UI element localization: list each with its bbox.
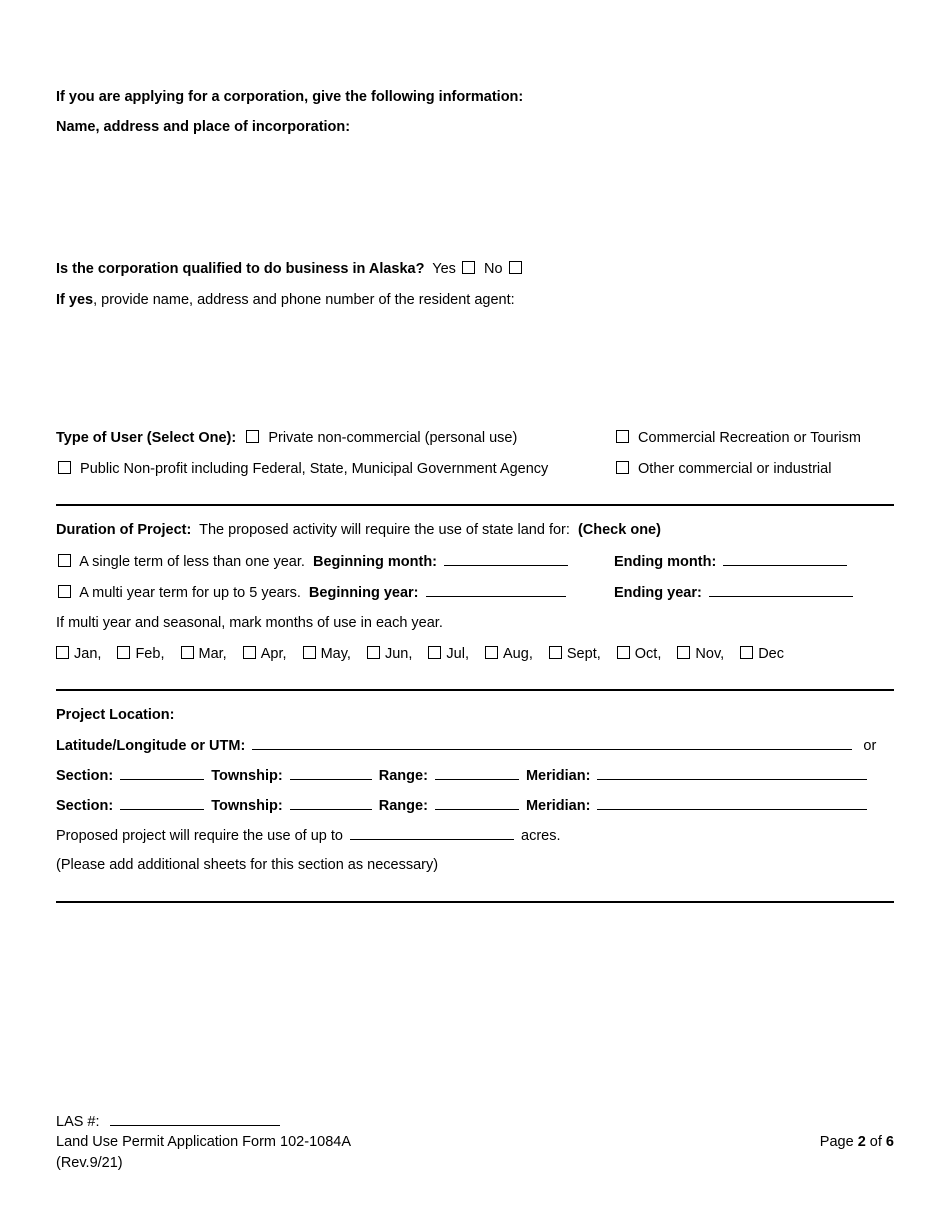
legal-description-row xyxy=(56,766,870,785)
township-label: Township: xyxy=(211,798,283,814)
acres-field[interactable] xyxy=(350,826,514,840)
or-text: or xyxy=(863,738,877,754)
project-location-label: Project Location: xyxy=(56,707,175,723)
range-label: Range: xyxy=(378,768,428,784)
month-feb[interactable]: Feb, xyxy=(115,645,164,663)
commercial-rec-option xyxy=(614,429,861,447)
ending-year-row xyxy=(614,583,856,602)
section-field[interactable] xyxy=(120,796,204,810)
beginning-month-field[interactable] xyxy=(444,552,568,566)
page-number: Page 2 of 6 xyxy=(819,1134,894,1150)
month-nov[interactable]: Nov, xyxy=(675,645,724,663)
additional-sheets-note: (Please add additional sheets for this section as necessary) xyxy=(56,857,439,873)
township-field[interactable] xyxy=(290,796,372,810)
qualified-yes-checkbox[interactable] xyxy=(462,261,475,274)
resident-agent-label: If yes, provide name, address and phone number of the resident agent: xyxy=(56,292,515,308)
yes-label: Yes xyxy=(432,261,456,277)
other-commercial-option xyxy=(614,460,831,478)
ending-year-field[interactable] xyxy=(709,583,853,597)
beginning-year-field[interactable] xyxy=(426,583,566,597)
latlong-field[interactable] xyxy=(252,736,852,750)
las-label: LAS #: xyxy=(56,1114,100,1130)
form-name: Land Use Permit Application Form 102-1084A xyxy=(56,1134,351,1150)
multi-term-row xyxy=(56,583,569,602)
divider xyxy=(56,689,894,691)
month-aug[interactable]: Aug, xyxy=(483,645,533,663)
multi-term-checkbox[interactable] xyxy=(58,585,71,598)
months-row xyxy=(56,645,794,663)
user-type-row-1 xyxy=(56,429,517,447)
month-oct[interactable]: Oct, xyxy=(615,645,662,663)
meridian-field[interactable] xyxy=(597,766,867,780)
month-jan[interactable]: Jan, xyxy=(56,645,101,663)
ending-month-field[interactable] xyxy=(723,552,847,566)
public-nonprofit-checkbox[interactable] xyxy=(58,461,71,474)
seasonal-note: If multi year and seasonal, mark months of use in each year. xyxy=(56,615,443,631)
latlong-label: Latitude/Longitude or UTM: xyxy=(56,738,246,754)
corp-name-label: Name, address and place of incorporation: xyxy=(56,119,351,135)
no-label: No xyxy=(483,261,503,277)
qualified-no-checkbox[interactable] xyxy=(509,261,522,274)
range-field[interactable] xyxy=(435,766,519,780)
divider xyxy=(56,504,894,506)
ending-year-label: Ending year: xyxy=(614,585,702,601)
commercial-rec-checkbox[interactable] xyxy=(616,430,629,443)
range-field[interactable] xyxy=(435,796,519,810)
month-dec[interactable]: Dec xyxy=(738,645,784,663)
month-may[interactable]: May, xyxy=(301,645,351,663)
other-commercial-checkbox[interactable] xyxy=(616,461,629,474)
township-label: Township: xyxy=(211,768,283,784)
divider xyxy=(56,901,894,903)
single-term-label: A single term of less than one year. xyxy=(79,554,305,570)
month-jul[interactable]: Jul, xyxy=(426,645,469,663)
legal-description-row xyxy=(56,796,870,815)
user-type-label: Type of User (Select One): xyxy=(56,430,237,446)
meridian-label: Meridian: xyxy=(525,768,591,784)
single-term-checkbox[interactable] xyxy=(58,554,71,567)
multi-term-label: A multi year term for up to 5 years. xyxy=(79,585,301,601)
meridian-field[interactable] xyxy=(597,796,867,810)
ending-month-row xyxy=(614,552,850,571)
acres-suffix: acres. xyxy=(521,828,561,844)
beginning-year-label: Beginning year: xyxy=(308,585,419,601)
month-apr[interactable]: Apr, xyxy=(241,645,287,663)
acres-row xyxy=(56,826,561,845)
range-label: Range: xyxy=(378,798,428,814)
month-mar[interactable]: Mar, xyxy=(179,645,227,663)
corp-qualified-question: Is the corporation qualified to do business in Alaska? xyxy=(56,261,425,277)
month-jun[interactable]: Jun, xyxy=(365,645,412,663)
public-nonprofit-label: Public Non-profit including Federal, State, Municipal Government Agency xyxy=(80,461,549,477)
ending-month-label: Ending month: xyxy=(614,554,717,570)
public-nonprofit-option xyxy=(56,460,548,478)
private-noncommercial-checkbox[interactable] xyxy=(246,430,259,443)
corp-qualified-row xyxy=(56,260,527,278)
township-field[interactable] xyxy=(290,766,372,780)
beginning-month-label: Beginning month: xyxy=(312,554,438,570)
corp-heading: If you are applying for a corporation, give the following information: xyxy=(56,89,524,105)
month-sept[interactable]: Sept, xyxy=(547,645,601,663)
commercial-rec-label: Commercial Recreation or Tourism xyxy=(638,430,861,446)
section-label: Section: xyxy=(56,768,114,784)
form-revision: (Rev.9/21) xyxy=(56,1155,123,1171)
las-row xyxy=(56,1112,283,1131)
section-label: Section: xyxy=(56,798,114,814)
las-field[interactable] xyxy=(110,1112,280,1126)
private-noncommercial-label: Private non-commercial (personal use) xyxy=(268,430,518,446)
duration-heading: Duration of Project: The proposed activity will require the use of state land for: (Check one) xyxy=(56,522,661,538)
meridian-label: Meridian: xyxy=(525,798,591,814)
other-commercial-label: Other commercial or industrial xyxy=(638,461,832,477)
latlong-row xyxy=(56,736,876,755)
acres-prefix: Proposed project will require the use of up to xyxy=(56,828,343,844)
single-term-row xyxy=(56,552,571,571)
section-field[interactable] xyxy=(120,766,204,780)
